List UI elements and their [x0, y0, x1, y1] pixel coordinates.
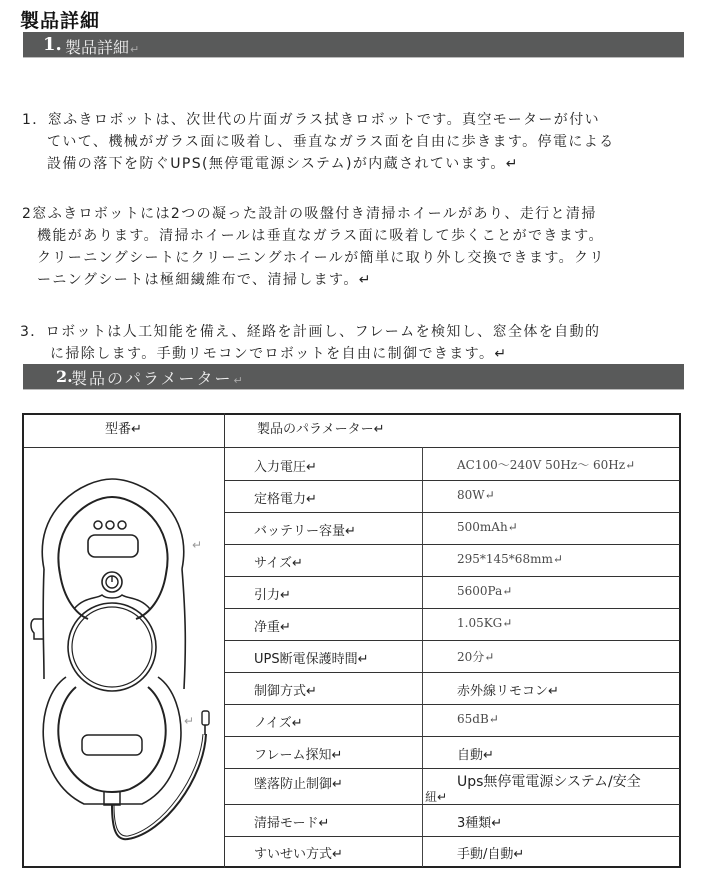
param-value: 3種類↵	[457, 816, 503, 831]
param-value-continued: 紐↵	[425, 790, 448, 804]
param-value: 65dB↵	[457, 712, 499, 726]
param-key: ノイズ↵	[254, 716, 303, 731]
param-value: 500mAh↵	[457, 520, 518, 534]
section-header-product-details	[23, 32, 684, 58]
param-value: 自動↵	[457, 748, 494, 763]
section-label	[71, 366, 245, 389]
svg-text:↵: ↵	[184, 714, 195, 728]
table-row	[225, 673, 680, 705]
paragraph-1	[22, 109, 615, 175]
table-row	[225, 705, 680, 737]
table-row	[225, 513, 680, 545]
param-key: 入力電圧↵	[254, 460, 317, 475]
param-key: UPS断電保護時間↵	[254, 652, 369, 667]
param-value: 20分↵	[457, 650, 495, 664]
paragraph-line: 1．窓ふきロボットは、次世代の片面ガラス拭きロボットです。真空モーターが付い	[22, 112, 601, 128]
table-row	[225, 609, 680, 641]
section-number: 1.	[43, 34, 62, 55]
param-key: 清掃モード↵	[254, 816, 330, 831]
param-value: Ups無停電電源システム/安全	[457, 774, 641, 790]
table-row	[225, 737, 680, 769]
param-key: フレーム探知↵	[254, 748, 343, 763]
paragraph-3	[20, 321, 600, 365]
param-key: バッテリー容量↵	[254, 524, 356, 539]
paragraph-line: 2窓ふきロボットには2つの凝った設計の吸盤付き清掃ホイールがあり、走行と清掃	[22, 206, 597, 222]
section-number: 2.	[56, 367, 73, 386]
table-row	[225, 769, 680, 805]
paragraph-line: 設備の落下を防ぐUPS(無停電電源システム)が内蔵されています。↵	[47, 156, 519, 172]
section-label	[65, 35, 139, 58]
param-key: サイズ↵	[254, 556, 303, 571]
section-label-text: 製品のパラメーター	[71, 369, 233, 388]
table-row	[225, 481, 680, 513]
document-title: 製品詳細	[20, 10, 101, 32]
table-row	[225, 805, 680, 837]
param-value: AC100～240V 50Hz～ 60Hz↵	[457, 458, 636, 472]
param-value: 赤外線リモコン↵	[457, 684, 559, 699]
param-key: すいせい方式↵	[254, 847, 343, 862]
paragraph-line: ーニングシートは極細繊維布で、清掃します。↵	[37, 272, 372, 288]
svg-text:↵: ↵	[192, 538, 203, 552]
table-header-model: 型番↵	[105, 422, 142, 437]
paragraph-line: 3．ロボットは人工知能を備え、経路を計画し、フレームを検知し、窓全体を自動的	[20, 324, 601, 340]
section-label-text: 製品詳細	[65, 38, 130, 57]
table-row	[225, 641, 680, 673]
param-key: 定格電力↵	[254, 492, 317, 507]
param-key: 引力↵	[254, 588, 291, 603]
table-border-bottom	[22, 866, 681, 868]
param-value: 1.05KG↵	[457, 616, 513, 630]
param-key: 制御方式↵	[254, 684, 317, 699]
table-row	[225, 545, 680, 577]
return-mark-icon: ↵	[233, 374, 245, 387]
table-header-parameters: 製品のパラメーター↵	[257, 422, 385, 437]
table-row	[225, 448, 680, 481]
paragraph-line: ていて、機械がガラス面に吸着し、垂直なガラス面を自由に歩きます。停電による	[47, 134, 615, 150]
param-value: 295*145*68mm↵	[457, 552, 563, 566]
window-cleaning-robot-illustration	[24, 449, 224, 865]
param-key: 墜落防止制御↵	[254, 777, 343, 792]
table-row	[225, 577, 680, 609]
param-value: 5600Pa↵	[457, 584, 513, 598]
paragraph-line: に掃除します。手動リモコンでロボットを自由に制御できます。↵	[50, 346, 508, 362]
section-header-product-parameters	[23, 364, 684, 390]
paragraph-line: 機能があります。清掃ホイールは垂直なガラス面に吸着して歩くことができます。	[37, 228, 604, 244]
return-mark-icon: ↵	[130, 43, 140, 56]
param-key: 净重↵	[254, 620, 291, 635]
paragraph-2	[22, 203, 605, 291]
param-value: 手動/自動↵	[457, 847, 525, 862]
paragraph-line: クリーニングシートにクリーニングホイールが簡単に取り外し交換できます。クリ	[37, 250, 605, 266]
table-row	[225, 837, 680, 866]
param-value: 80W↵	[457, 488, 495, 502]
